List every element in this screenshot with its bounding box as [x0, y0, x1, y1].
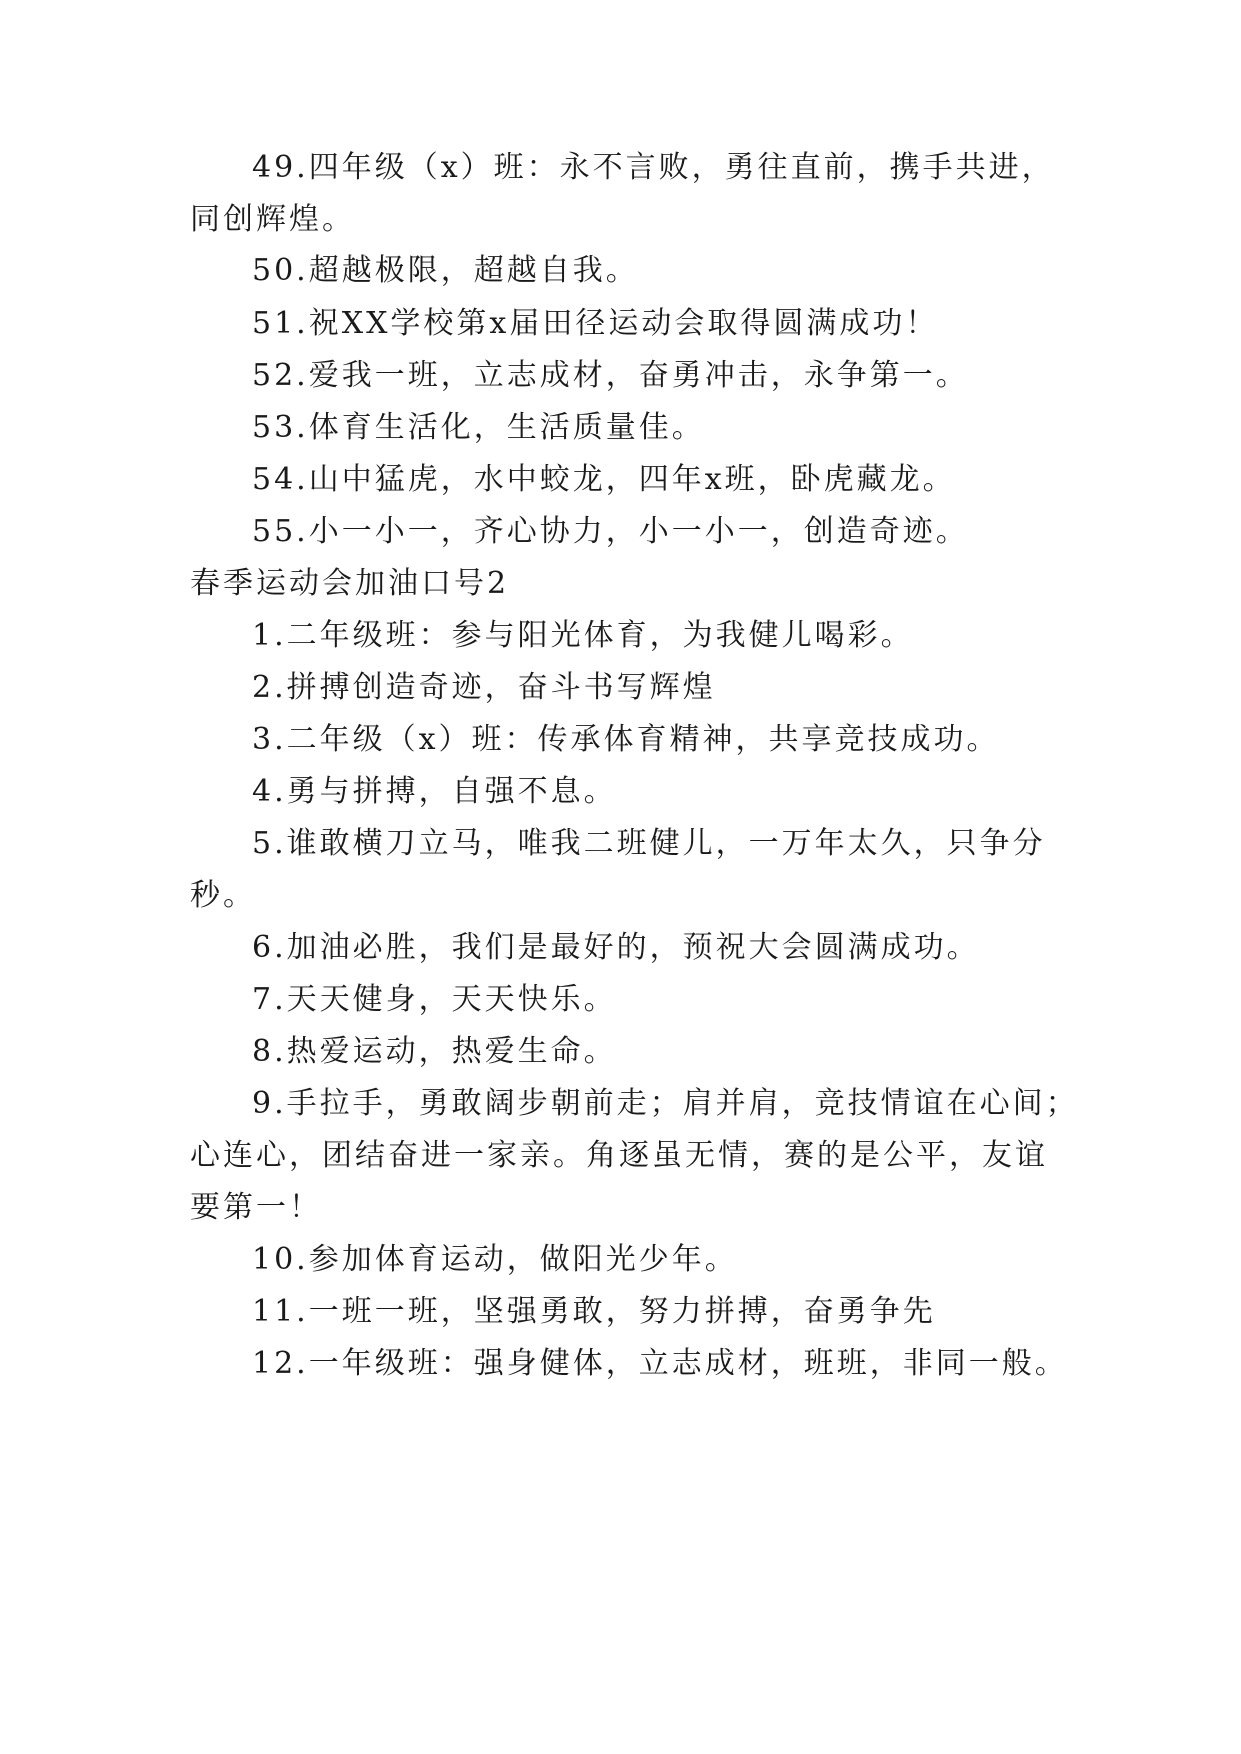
text-line: 3.二年级（x）班：传承体育精神，共享竞技成功。 [252, 722, 1000, 757]
text-line: 52.爱我一班，立志成材，奋勇冲击，永争第一。 [252, 358, 969, 393]
text-line: 51.祝XX学校第x届田径运动会取得圆满成功！ [252, 306, 939, 341]
text-line: 53.体育生活化，生活质量佳。 [252, 410, 705, 445]
text-line: 12.一年级班：强身健体，立志成材，班班，非同一般。 [252, 1346, 1068, 1381]
text-line: 同创辉煌。 [190, 202, 355, 237]
text-line: 9.手拉手，勇敢阔步朝前走；肩并肩，竞技情谊在心间； [252, 1086, 1079, 1121]
text-line: 7.天天健身，天天快乐。 [252, 982, 617, 1017]
text-line: 5.谁敢横刀立马，唯我二班健儿，一万年太久，只争分 [252, 826, 1046, 861]
text-line: 2.拼搏创造奇迹，奋斗书写辉煌 [252, 670, 716, 705]
text-line: 11.一班一班，坚强勇敢，努力拼搏，奋勇争先 [252, 1294, 936, 1329]
text-line: 10.参加体育运动，做阳光少年。 [252, 1242, 738, 1277]
text-line: 4.勇与拼搏，自强不息。 [252, 774, 617, 809]
text-line: 6.加油必胜，我们是最好的，预祝大会圆满成功。 [252, 930, 980, 965]
text-line: 心连心，团结奋进一家亲。角逐虽无情，赛的是公平，友谊 [190, 1138, 1048, 1173]
text-line: 54.山中猛虎，水中蛟龙，四年x班，卧虎藏龙。 [252, 462, 956, 497]
section-heading: 春季运动会加油口号2 [190, 566, 510, 601]
text-line: 55.小一小一，齐心协力，小一小一，创造奇迹。 [252, 514, 969, 549]
text-line: 秒。 [190, 878, 256, 913]
text-line: 8.热爱运动，热爱生命。 [252, 1034, 617, 1069]
text-line: 50.超越极限，超越自我。 [252, 253, 639, 288]
text-line: 要第一！ [190, 1190, 322, 1225]
text-line: 49.四年级（x）班：永不言败，勇往直前，携手共进， [252, 150, 1055, 185]
text-line: 1.二年级班：参与阳光体育，为我健儿喝彩。 [252, 618, 914, 653]
